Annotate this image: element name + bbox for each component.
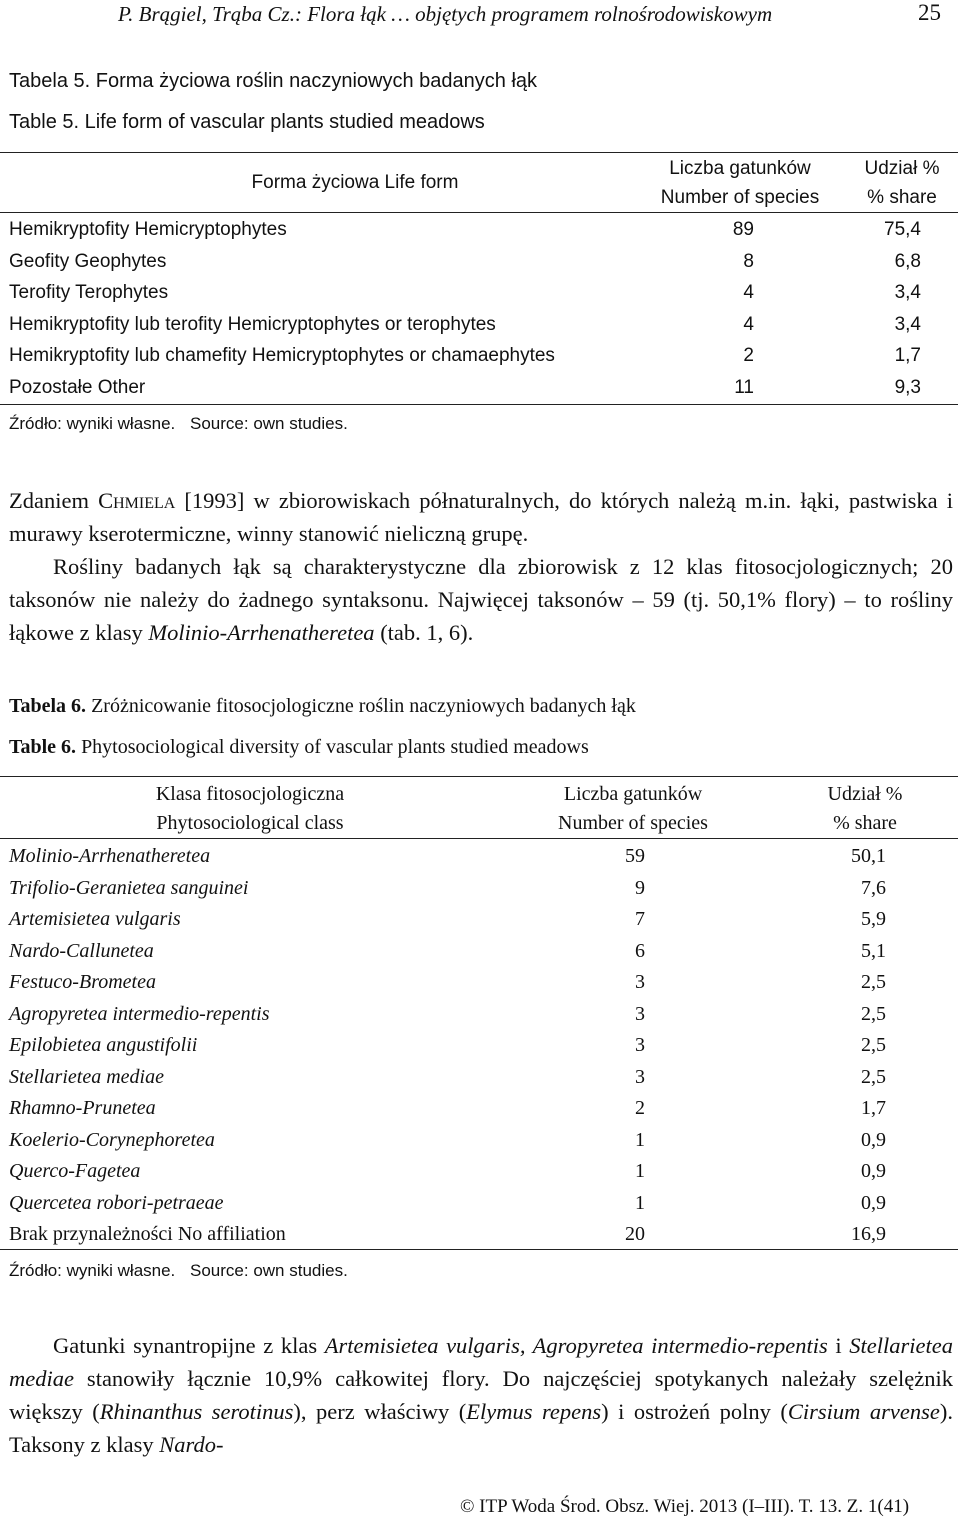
row-share: 0,9 [861,1191,886,1214]
row-share: 1,7 [894,345,921,367]
text-run: Rośliny badanych łąk są charakterystyczne dla zbiorowisk z 12 klas fitosocjologicznych; 20 taksonów nie należy do żadnego syntaksonu. Najwięcej taksonów – 59 (tj. 50,1% flory) – to rośliny łąkowe z klasy [9,554,953,645]
table5-header-rule [0,212,958,213]
table5-header-count-en: Number of species [660,187,820,208]
row-share: 0,9 [861,1128,886,1151]
table6-header-class-pl: Klasa fitosocjologiczna [155,783,345,805]
row-count: 1 [635,1160,645,1182]
page-number: 25 [918,0,941,25]
row-share: 5,9 [861,908,886,930]
table-row [0,1156,958,1188]
table5-top-rule [0,152,958,153]
row-count: 7 [635,908,645,930]
table-row [0,999,958,1031]
table-row [0,341,958,373]
author-name: Chmiela [98,488,176,513]
text-run: ), perz właściwy ( [293,1399,467,1424]
row-count: 1 [635,1128,645,1151]
table-row [0,1188,958,1220]
table-row [0,1093,958,1125]
class-name: Nardo- [159,1432,224,1457]
row-label: Geofity Geophytes [9,250,167,272]
row-count: 8 [743,250,754,272]
row-count: 3 [635,971,645,993]
row-label: Rhamno-Prunetea [9,1097,156,1119]
table-row [0,247,958,279]
table6-bottom-rule [0,1249,958,1250]
text-run: stanowiły łącznie 10,9% całkowitej flory. Do najczęściej spotykanych należały szelężnik większy ( [9,1366,953,1424]
row-label: Hemikryptofity Hemicryptophytes [9,219,287,240]
table5-caption-pl: Tabela 5. Forma życiowa roślin naczyniowych badanych łąk [9,70,538,92]
table5 [0,152,958,407]
table5-source-pl: Źródło: wyniki własne. [9,414,176,433]
table5-bottom-rule [0,404,958,405]
paragraph-synanthropic [9,1329,953,1461]
table-row [0,967,958,999]
row-label: Festuco-Brometea [9,971,156,993]
row-share: 7,6 [861,876,886,899]
table6-top-rule [0,776,958,777]
row-label: Koelerio-Corynephoretea [9,1128,215,1151]
table5-source-en: Source: own studies. [190,414,348,433]
row-share: 2,5 [861,971,886,993]
row-label: Hemikryptofity lub chamefity Hemicryptophytes or chamaephytes [9,345,555,367]
row-label: Pozostałe Other [9,377,146,398]
row-share: 3,4 [894,313,921,335]
table-row [0,310,958,342]
table-row [0,1062,958,1094]
row-share: 2,5 [861,1065,886,1088]
species-name: Elymus repens [466,1399,602,1424]
row-count: 1 [635,1191,645,1214]
table6-header-share-pl: Udział % [827,783,903,805]
row-label: Querco-Fagetea [9,1160,141,1182]
row-label: Brak przynależności No affiliation [9,1223,286,1245]
row-count: 3 [635,1034,645,1056]
row-count: 59 [625,845,645,867]
row-count: 3 [635,1002,645,1025]
table5-header-share-en: % share [867,187,937,208]
table6-source-pl: Źródło: wyniki własne. [9,1261,176,1280]
row-label: Trifolio-Geranietea sanguinei [9,876,249,899]
table6-source-en: Source: own studies. [190,1261,348,1280]
table6-header-rule [0,838,958,839]
table5-header-count-pl: Liczba gatunków [669,158,811,179]
table-row [0,373,958,405]
journal-footer: © ITP Woda Środ. Obsz. Wiej. 2013 (I–III). T. 13. Z. 1(41) [460,1496,910,1517]
table-row [0,904,958,936]
caption-label: Tabela 6. [9,695,87,717]
row-label: Stellarietea mediae [9,1065,164,1088]
row-label: Quercetea robori-petraeae [9,1191,224,1214]
row-share: 6,8 [894,250,921,272]
text-run: i [827,1333,850,1358]
row-count: 89 [732,219,754,240]
table-row [0,278,958,310]
table5-source [9,414,348,434]
table6-caption-pl [9,695,636,718]
row-share: 2,5 [861,1002,886,1025]
row-share: 50,1 [851,845,886,867]
table6 [0,776,958,1252]
table-row [0,1219,958,1251]
row-count: 4 [743,282,754,304]
row-label: Terofity Terophytes [9,282,169,304]
row-count: 6 [635,939,645,962]
paragraph-plant-classes [9,550,953,649]
text-run: Gatunki synantropijne z klas [53,1333,325,1358]
row-count: 9 [635,876,645,899]
caption-label: Table 6. [9,736,77,758]
table6-header-count-pl: Liczba gatunków [563,783,703,805]
body-paragraph-1 [9,484,953,649]
row-count: 4 [743,313,754,335]
row-label: Hemikryptofity lub terofity Hemicryptophytes or terophytes [9,313,496,335]
row-label: Artemisietea vulgaris [9,908,181,930]
row-label: Molinio-Arrhenatheretea [9,845,211,867]
table-row [0,841,958,873]
table6-caption-en [9,736,589,759]
species-name: Cirsium arvense [787,1399,940,1424]
row-label: Nardo-Callunetea [9,939,154,962]
table5-header-share-pl: Udział % [864,158,940,179]
text-run: ) i ostrożeń polny ( [601,1399,788,1424]
row-count: 3 [635,1065,645,1088]
class-name: Molinio-Arrhenatheretea [148,620,375,645]
row-count: 20 [625,1223,645,1245]
table-row [0,936,958,968]
table-row [0,873,958,905]
row-label: Agropyretea intermedio-repentis [9,1002,270,1025]
table6-header-share-en: % share [833,812,897,834]
table-row [0,1030,958,1062]
table5-header-life-form: Forma życiowa Life form [251,172,459,193]
class-name: Stellarietea mediae [9,1333,953,1391]
row-count: 2 [635,1097,645,1119]
text-run: ). Taksony z klasy [9,1399,953,1457]
body-paragraph-2 [9,1329,953,1461]
table5-caption-en: Table 5. Life form of vascular plants studied meadows [9,111,485,133]
text-run: [1993] w zbiorowiskach półnaturalnych, do których należą m.in. łąki, pastwiska i murawy kserotermiczne, winny stanowić nieliczną grupę. [9,488,953,546]
text-run: Zdaniem [9,488,99,513]
row-count: 11 [734,377,754,398]
text-run: (tab. 1, 6). [374,620,474,645]
row-share: 3,4 [894,282,921,304]
running-header-title: P. Brągiel, Trąba Cz.: Flora łąk … objętych programem rolnośrodowiskowym [118,2,773,26]
table-row [0,1125,958,1157]
species-name: Rhinanthus serotinus [99,1399,294,1424]
caption-text: Zróżnicowanie fitosocjologiczne roślin naczyniowych badanych łąk [86,695,636,717]
row-share: 9,3 [894,377,921,398]
row-label: Epilobietea angustifolii [9,1034,198,1056]
row-share: 16,9 [851,1223,886,1245]
running-header [0,0,960,30]
table6-header-count-en: Number of species [558,812,708,834]
table6-header-class-en: Phytosociological class [156,812,344,834]
table6-source [9,1261,348,1281]
row-count: 2 [743,345,754,367]
class-name: Artemisietea vulgaris, Agropyretea intermedio-repentis [324,1333,828,1358]
paragraph-chmiela [9,484,953,550]
row-share: 5,1 [861,939,886,962]
row-share: 0,9 [861,1160,886,1182]
row-share: 2,5 [861,1034,886,1056]
row-share: 1,7 [861,1097,886,1119]
caption-text: Phytosociological diversity of vascular plants studied meadows [76,736,589,758]
table-row [0,215,958,247]
row-share: 75,4 [884,219,921,240]
